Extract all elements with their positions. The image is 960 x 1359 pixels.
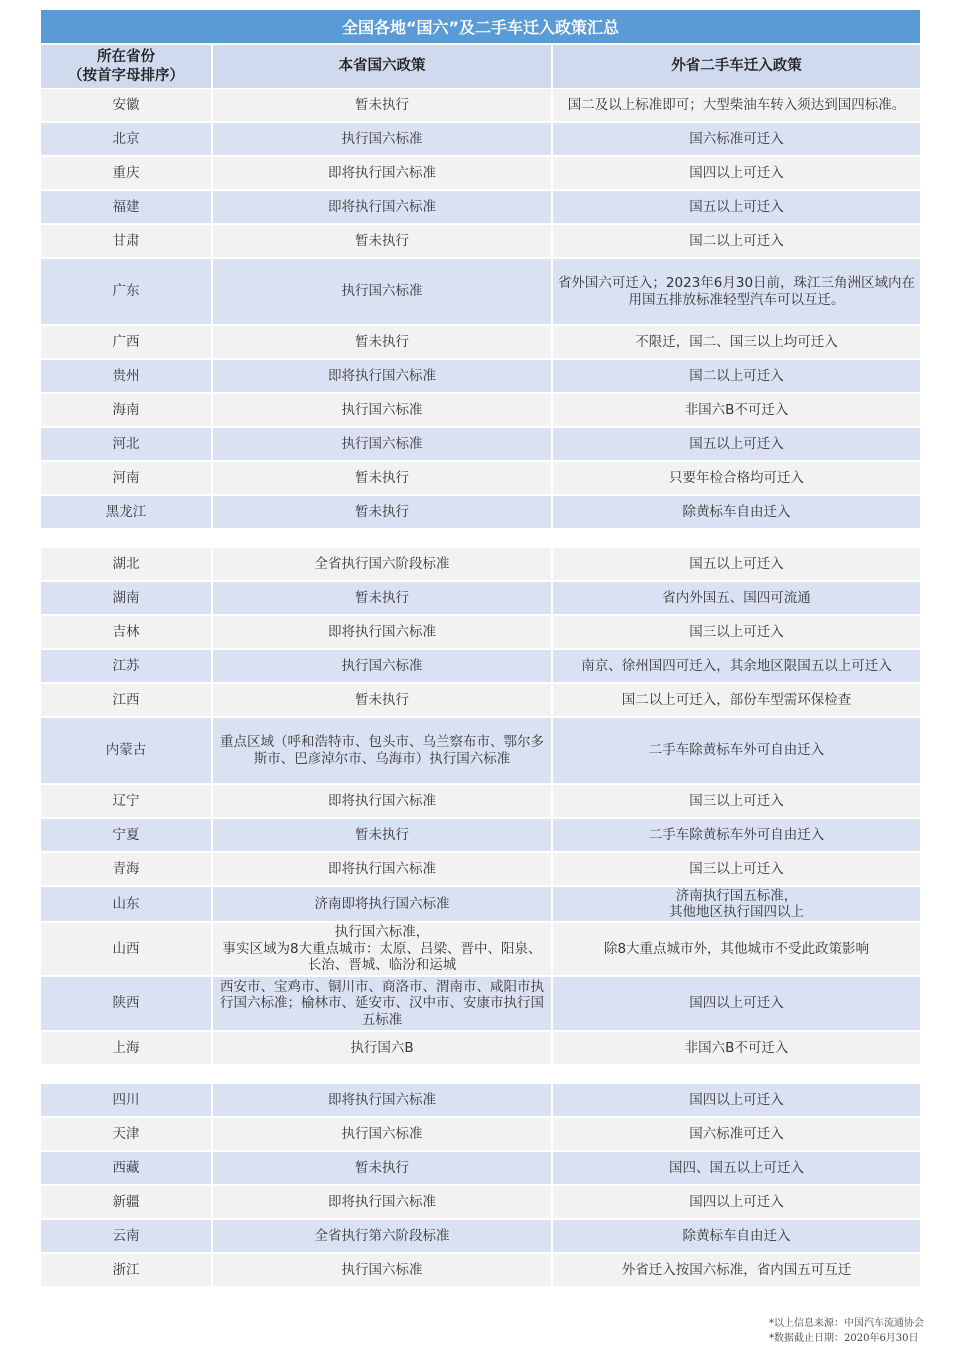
column-header-province-line2: （按首字母排序） (68, 67, 184, 84)
table-row (41, 548, 920, 582)
province-cell: 海南 (41, 394, 211, 426)
table-row (41, 157, 920, 191)
province-cell: 宁夏 (41, 819, 211, 851)
province-cell: 河北 (41, 428, 211, 460)
local-policy-cell: 执行国六标准 (211, 123, 551, 155)
transfer-policy-cell: 省内外国五、国四可流通 (551, 582, 920, 614)
local-policy-cell: 即将执行国六标准 (211, 785, 551, 817)
transfer-policy-cell: 省外国六可迁入；2023年6月30日前，珠江三角洲区域内在 用国五排放标准轻型汽车可以互迁。 (551, 259, 920, 324)
local-policy-cell: 即将执行国六标准 (211, 616, 551, 648)
table-row (41, 1254, 920, 1288)
province-cell: 浙江 (41, 1254, 211, 1286)
table-row (41, 684, 920, 718)
table-row (41, 1220, 920, 1254)
local-policy-cell: 即将执行国六标准 (211, 360, 551, 392)
table-row (41, 819, 920, 853)
table-row (41, 1032, 920, 1066)
province-cell: 广东 (41, 259, 211, 324)
table-row (41, 123, 920, 157)
local-policy-cell: 暂未执行 (211, 326, 551, 358)
transfer-policy-cell: 国四以上可迁入 (551, 1084, 920, 1116)
column-header-province (41, 45, 211, 88)
province-cell: 天津 (41, 1118, 211, 1150)
transfer-policy-cell: 国四以上可迁入 (551, 977, 920, 1030)
local-policy-cell: 即将执行国六标准 (211, 1186, 551, 1218)
province-cell: 云南 (41, 1220, 211, 1252)
local-policy-cell: 暂未执行 (211, 1152, 551, 1184)
local-policy-cell: 即将执行国六标准 (211, 157, 551, 189)
transfer-policy-cell: 二手车除黄标车外可自由迁入 (551, 718, 920, 783)
province-cell: 湖北 (41, 548, 211, 580)
transfer-policy-cell: 国二以上可迁入，部份车型需环保检查 (551, 684, 920, 716)
transfer-policy-cell: 国四以上可迁入 (551, 1186, 920, 1218)
table-row (41, 191, 920, 225)
transfer-policy-cell: 国六标准可迁入 (551, 123, 920, 155)
transfer-policy-cell: 不限迁，国二、国三以上均可迁入 (551, 326, 920, 358)
province-cell: 陕西 (41, 977, 211, 1030)
transfer-policy-cell: 二手车除黄标车外可自由迁入 (551, 819, 920, 851)
column-header-transfer-policy: 外省二手车迁入政策 (551, 45, 920, 88)
province-cell: 江西 (41, 684, 211, 716)
table-row (41, 1152, 920, 1186)
transfer-policy-cell: 除黄标车自由迁入 (551, 496, 920, 528)
local-policy-cell: 执行国六标准 (211, 1254, 551, 1286)
table-row (41, 616, 920, 650)
table-row (41, 360, 920, 394)
transfer-policy-cell: 国五以上可迁入 (551, 548, 920, 580)
transfer-policy-cell: 国四、国五以上可迁入 (551, 1152, 920, 1184)
local-policy-cell: 执行国六标准 (211, 428, 551, 460)
transfer-policy-cell: 国五以上可迁入 (551, 428, 920, 460)
table-row (41, 1186, 920, 1220)
province-cell: 重庆 (41, 157, 211, 189)
table-row (41, 462, 920, 496)
province-cell: 内蒙古 (41, 718, 211, 783)
transfer-policy-cell: 只要年检合格均可迁入 (551, 462, 920, 494)
transfer-policy-cell: 除8大重点城市外，其他城市不受此政策影响 (551, 923, 920, 975)
table-row (41, 650, 920, 684)
province-cell: 江苏 (41, 650, 211, 682)
local-policy-cell: 执行国六B (211, 1032, 551, 1064)
transfer-policy-cell: 外省迁入按国六标准，省内国五可互迁 (551, 1254, 920, 1286)
local-policy-cell: 暂未执行 (211, 496, 551, 528)
column-header-local-policy: 本省国六政策 (211, 45, 551, 88)
transfer-policy-cell: 国四以上可迁入 (551, 157, 920, 189)
transfer-policy-cell: 国六标准可迁入 (551, 1118, 920, 1150)
province-cell: 山西 (41, 923, 211, 975)
province-cell: 吉林 (41, 616, 211, 648)
table-row (41, 496, 920, 530)
province-cell: 北京 (41, 123, 211, 155)
footer-notes (769, 1316, 924, 1346)
transfer-policy-cell: 国二以上可迁入 (551, 360, 920, 392)
table-row (41, 718, 920, 785)
province-cell: 广西 (41, 326, 211, 358)
transfer-policy-cell: 国二及以上标准即可；大型柴油车转入须达到国四标准。 (551, 89, 920, 121)
table-row (41, 1084, 920, 1118)
local-policy-cell: 执行国六标准 (211, 259, 551, 324)
table-row (41, 225, 920, 259)
transfer-policy-cell: 济南执行国五标准， 其他地区执行国四以上 (551, 887, 920, 921)
table-row (41, 887, 920, 923)
province-cell: 青海 (41, 853, 211, 885)
province-cell: 山东 (41, 887, 211, 921)
table-row (41, 923, 920, 977)
table-row (41, 853, 920, 887)
table-row (41, 1118, 920, 1152)
local-policy-cell: 暂未执行 (211, 462, 551, 494)
local-policy-cell: 重点区域（呼和浩特市、包头市、乌兰察布市、鄂尔多 斯市、巴彦淖尔市、乌海市）执行国六标准 (211, 718, 551, 783)
province-cell: 辽宁 (41, 785, 211, 817)
table-row (41, 89, 920, 123)
column-header-province-line1: 所在省份 (97, 48, 155, 65)
footer-source: *以上信息来源：中国汽车流通协会 (769, 1318, 924, 1329)
local-policy-cell: 西安市、宝鸡市、铜川市、商洛市、渭南市、咸阳市执 行国六标准；榆林市、延安市、汉中市、安康市执行国 五标准 (211, 977, 551, 1030)
table-row (41, 582, 920, 616)
province-cell: 贵州 (41, 360, 211, 392)
local-policy-cell: 济南即将执行国六标准 (211, 887, 551, 921)
transfer-policy-cell: 非国六B不可迁入 (551, 1032, 920, 1064)
table-row (41, 394, 920, 428)
table-row (41, 326, 920, 360)
province-cell: 上海 (41, 1032, 211, 1064)
transfer-policy-cell: 国三以上可迁入 (551, 616, 920, 648)
province-cell: 黑龙江 (41, 496, 211, 528)
local-policy-cell: 暂未执行 (211, 225, 551, 257)
province-cell: 福建 (41, 191, 211, 223)
province-cell: 甘肃 (41, 225, 211, 257)
province-cell: 新疆 (41, 1186, 211, 1218)
local-policy-cell: 执行国六标准 (211, 1118, 551, 1150)
local-policy-cell: 即将执行国六标准 (211, 191, 551, 223)
table-header (41, 45, 920, 88)
local-policy-cell: 执行国六标准， 事实区域为8大重点城市：太原、吕梁、晋中、阳泉、 长治、晋城、临汾和运城 (211, 923, 551, 975)
transfer-policy-cell: 非国六B不可迁入 (551, 394, 920, 426)
table-title: 全国各地“国六”及二手车迁入政策汇总 (41, 10, 920, 43)
transfer-policy-cell: 国五以上可迁入 (551, 191, 920, 223)
local-policy-cell: 暂未执行 (211, 819, 551, 851)
transfer-policy-cell: 南京、徐州国四可迁入，其余地区限国五以上可迁入 (551, 650, 920, 682)
table-row (41, 428, 920, 462)
transfer-policy-cell: 除黄标车自由迁入 (551, 1220, 920, 1252)
province-cell: 湖南 (41, 582, 211, 614)
local-policy-cell: 暂未执行 (211, 582, 551, 614)
local-policy-cell: 执行国六标准 (211, 394, 551, 426)
table-row (41, 977, 920, 1032)
province-cell: 四川 (41, 1084, 211, 1116)
province-cell: 安徽 (41, 89, 211, 121)
local-policy-cell: 暂未执行 (211, 89, 551, 121)
province-cell: 西藏 (41, 1152, 211, 1184)
local-policy-cell: 全省执行国六阶段标准 (211, 548, 551, 580)
local-policy-cell: 执行国六标准 (211, 650, 551, 682)
transfer-policy-cell: 国三以上可迁入 (551, 853, 920, 885)
local-policy-cell: 即将执行国六标准 (211, 1084, 551, 1116)
table-row (41, 259, 920, 326)
transfer-policy-cell: 国二以上可迁入 (551, 225, 920, 257)
local-policy-cell: 即将执行国六标准 (211, 853, 551, 885)
local-policy-cell: 全省执行第六阶段标准 (211, 1220, 551, 1252)
table-row (41, 785, 920, 819)
local-policy-cell: 暂未执行 (211, 684, 551, 716)
province-cell: 河南 (41, 462, 211, 494)
footer-date: *数据截止日期：2020年6月30日 (769, 1333, 919, 1344)
transfer-policy-cell: 国三以上可迁入 (551, 785, 920, 817)
